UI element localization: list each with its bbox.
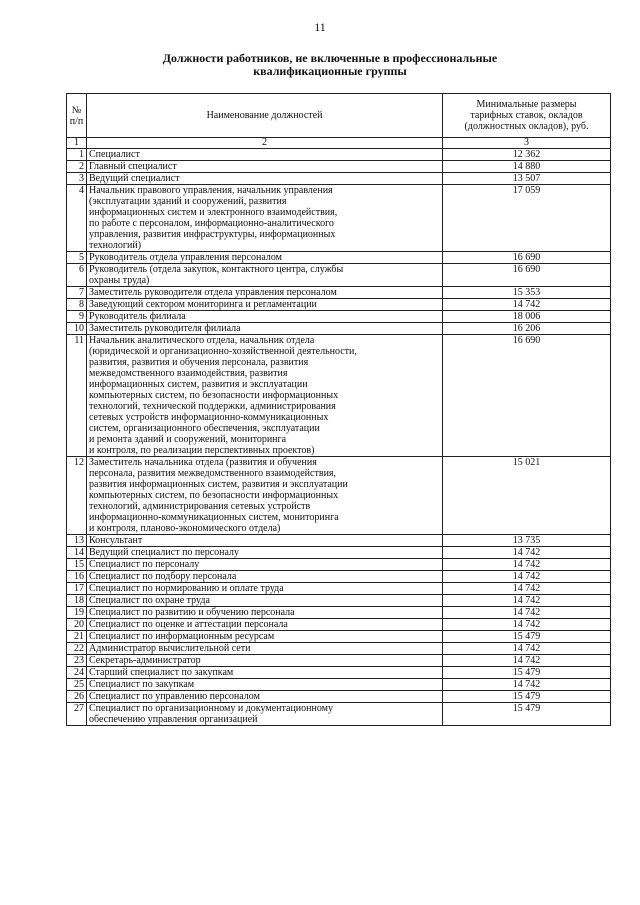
position-name-line: Руководитель (отдела закупок, контактного центра, службы [89, 264, 344, 275]
position-name [87, 703, 443, 726]
column-number: 3 [443, 138, 611, 149]
position-name-line: развития информационных систем, развития и эксплуатации [89, 479, 348, 490]
table-header-row [67, 94, 611, 138]
column-number-row [67, 138, 611, 149]
page-title [80, 52, 580, 78]
table-row [67, 161, 611, 173]
column-number: 1 [67, 138, 87, 149]
header-number-line-2: п/п [69, 115, 84, 127]
position-name [87, 173, 443, 185]
position-name [87, 655, 443, 667]
position-name-line: охраны труда) [89, 275, 150, 286]
table-row [67, 185, 611, 252]
row-number: 26 [67, 691, 87, 703]
salary-value: 14 880 [443, 161, 611, 173]
position-name-line: Заместитель начальника отдела (развития и обучения [89, 457, 317, 468]
row-number: 2 [67, 161, 87, 173]
page-number: 11 [314, 20, 326, 34]
position-name-line: Ведущий специалист по персоналу [89, 547, 240, 558]
position-name [87, 583, 443, 595]
salary-value: 14 742 [443, 607, 611, 619]
salary-value: 16 206 [443, 323, 611, 335]
position-name-line: Главный специалист [89, 161, 177, 172]
row-number: 20 [67, 619, 87, 631]
row-number: 7 [67, 287, 87, 299]
row-number: 9 [67, 311, 87, 323]
position-name-line: Старший специалист по закупкам [89, 667, 234, 678]
row-number: 27 [67, 703, 87, 726]
position-name-line: информационных систем, развития и эксплуатации [89, 379, 308, 390]
table-row [67, 619, 611, 631]
row-number: 12 [67, 457, 87, 535]
page-title-line-2: квалификационные группы [253, 64, 407, 78]
table-row [67, 643, 611, 655]
position-name-line: Консультант [89, 535, 143, 546]
table-row [67, 535, 611, 547]
salary-value: 16 690 [443, 335, 611, 457]
salary-value: 13 507 [443, 173, 611, 185]
row-number: 10 [67, 323, 87, 335]
position-name [87, 619, 443, 631]
positions-table [66, 93, 611, 726]
position-name-line: технологий, администрирования сетевых устройств [89, 501, 311, 512]
position-name [87, 335, 443, 457]
salary-value: 16 690 [443, 252, 611, 264]
position-name [87, 252, 443, 264]
position-name [87, 643, 443, 655]
position-name-line: Руководитель филиала [89, 311, 186, 322]
table-row [67, 571, 611, 583]
position-name-line: персонала, развития межведомственного взаимодействия, [89, 468, 337, 479]
table-row [67, 595, 611, 607]
row-number: 23 [67, 655, 87, 667]
table-row [67, 311, 611, 323]
table-row [67, 703, 611, 726]
row-number: 13 [67, 535, 87, 547]
position-name-line: и контроля, планово-экономического отдела) [89, 523, 281, 534]
row-number: 5 [67, 252, 87, 264]
table-row [67, 149, 611, 161]
column-number: 2 [87, 138, 443, 149]
table-row [67, 631, 611, 643]
row-number: 21 [67, 631, 87, 643]
header-number-line-1: № [71, 104, 82, 116]
position-name-line: межведомственного взаимодействия, развития [89, 368, 288, 379]
position-name [87, 149, 443, 161]
row-number: 8 [67, 299, 87, 311]
table-row [67, 559, 611, 571]
position-name [87, 299, 443, 311]
position-name [87, 607, 443, 619]
table-row [67, 323, 611, 335]
table-row [67, 583, 611, 595]
position-name [87, 535, 443, 547]
position-name-line: компьютерных систем, по безопасности информационных [89, 390, 339, 401]
position-name [87, 679, 443, 691]
header-salary-line-3: (должностных окладов), руб. [464, 121, 589, 132]
salary-value: 14 742 [443, 655, 611, 667]
salary-value: 14 742 [443, 547, 611, 559]
position-name-line: Специалист по охране труда [89, 595, 210, 606]
position-name-line: (эксплуатации зданий и сооружений, развития [89, 196, 287, 207]
table-row [67, 457, 611, 535]
table-row [67, 667, 611, 679]
position-name [87, 547, 443, 559]
position-name-line: систем, организационного обеспечения, эксплуатации [89, 423, 320, 434]
position-name-line: Заместитель руководителя отдела управления персоналом [89, 287, 337, 298]
position-name-line: Специалист по нормированию и оплате труда [89, 583, 284, 594]
position-name [87, 311, 443, 323]
position-name-line: компьютерных систем, по безопасности информационных [89, 490, 339, 501]
position-name-line: Специалист по информационным ресурсам [89, 631, 275, 642]
position-name-line: и контроля, по реализации перспективных проектов) [89, 445, 315, 456]
row-number: 19 [67, 607, 87, 619]
salary-value: 15 353 [443, 287, 611, 299]
salary-value: 14 742 [443, 595, 611, 607]
salary-value: 15 479 [443, 691, 611, 703]
table-row [67, 252, 611, 264]
position-name-line: Начальник правового управления, начальник управления [89, 185, 333, 196]
position-name-line: информационно-коммуникационных систем, мониторинга [89, 512, 339, 523]
table-row [67, 287, 611, 299]
table-row [67, 607, 611, 619]
position-name-line: управления, развития инфраструктуры, информационных [89, 229, 336, 240]
table-row [67, 655, 611, 667]
position-name-line: Администратор вычислительной сети [89, 643, 251, 654]
position-name [87, 595, 443, 607]
table-row [67, 335, 611, 457]
position-name-line: Специалист по подбору персонала [89, 571, 237, 582]
table-row [67, 691, 611, 703]
table-body [67, 149, 611, 726]
position-name-line: Специалист по управлению персоналом [89, 691, 260, 702]
salary-value: 15 479 [443, 667, 611, 679]
table-row [67, 547, 611, 559]
position-name [87, 571, 443, 583]
position-name [87, 667, 443, 679]
position-name-line: Специалист по организационному и документационному [89, 703, 333, 714]
position-name [87, 264, 443, 287]
salary-value: 12 362 [443, 149, 611, 161]
salary-value: 14 742 [443, 583, 611, 595]
position-name-line: технологий, технической поддержки, администрирования [89, 401, 336, 412]
position-name [87, 161, 443, 173]
salary-value: 15 479 [443, 631, 611, 643]
header-salary-line-1: Минимальные размеры [476, 99, 577, 110]
row-number: 4 [67, 185, 87, 252]
row-number: 25 [67, 679, 87, 691]
header-number [67, 94, 87, 138]
salary-value: 14 742 [443, 619, 611, 631]
header-position-name: Наименование должностей [87, 94, 443, 138]
position-name [87, 691, 443, 703]
position-name-line: Специалист по оценке и аттестации персонала [89, 619, 288, 630]
table-row [67, 299, 611, 311]
position-name-line: развития, развития и обучения персонала, развития [89, 357, 309, 368]
salary-value: 17 059 [443, 185, 611, 252]
salary-value: 15 479 [443, 703, 611, 726]
position-name-line: Специалист по закупкам [89, 679, 195, 690]
salary-value: 16 690 [443, 264, 611, 287]
position-name-line: Ведущий специалист [89, 173, 180, 184]
position-name-line: Специалист по развитию и обучению персонала [89, 607, 295, 618]
position-name-line: Начальник аналитического отдела, начальник отдела [89, 335, 315, 346]
salary-value: 18 006 [443, 311, 611, 323]
position-name-line: Заведующий сектором мониторинга и регламентации [89, 299, 317, 310]
row-number: 24 [67, 667, 87, 679]
position-name-line: (юридической и организационно-хозяйственной деятельности, [89, 346, 357, 357]
salary-value: 13 735 [443, 535, 611, 547]
position-name-line: по работе с персоналом, информационно-аналитического [89, 218, 334, 229]
position-name [87, 631, 443, 643]
row-number: 22 [67, 643, 87, 655]
row-number: 15 [67, 559, 87, 571]
position-name [87, 323, 443, 335]
salary-value: 14 742 [443, 571, 611, 583]
position-name-line: и ремонта зданий и сооружений, мониторинга [89, 434, 287, 445]
table-row [67, 679, 611, 691]
salary-value: 14 742 [443, 679, 611, 691]
table-row [67, 173, 611, 185]
header-salary [443, 94, 611, 138]
salary-value: 14 742 [443, 559, 611, 571]
table-row [67, 264, 611, 287]
position-name-line: Секретарь-администратор [89, 655, 201, 666]
position-name-line: Специалист [89, 149, 140, 160]
position-name [87, 185, 443, 252]
row-number: 6 [67, 264, 87, 287]
row-number: 1 [67, 149, 87, 161]
position-name [87, 287, 443, 299]
row-number: 14 [67, 547, 87, 559]
position-name [87, 457, 443, 535]
salary-value: 14 742 [443, 643, 611, 655]
position-name-line: технологий) [89, 240, 142, 251]
page-title-line-1: Должности работников, не включенные в профессиональные [162, 51, 498, 65]
row-number: 18 [67, 595, 87, 607]
row-number: 16 [67, 571, 87, 583]
row-number: 17 [67, 583, 87, 595]
position-name-line: информационных систем и электронного взаимодействия, [89, 207, 338, 218]
row-number: 11 [67, 335, 87, 457]
position-name-line: сетевых устройств информационно-коммуникационных [89, 412, 329, 423]
salary-value: 15 021 [443, 457, 611, 535]
position-name-line: Руководитель отдела управления персоналом [89, 252, 282, 263]
position-name-line: Заместитель руководителя филиала [89, 323, 241, 334]
position-name-line: Специалист по персоналу [89, 559, 200, 570]
position-name-line: обеспечению управления организацией [89, 714, 258, 725]
position-name [87, 559, 443, 571]
row-number: 3 [67, 173, 87, 185]
salary-value: 14 742 [443, 299, 611, 311]
header-salary-line-2: тарифных ставок, окладов [470, 110, 583, 121]
